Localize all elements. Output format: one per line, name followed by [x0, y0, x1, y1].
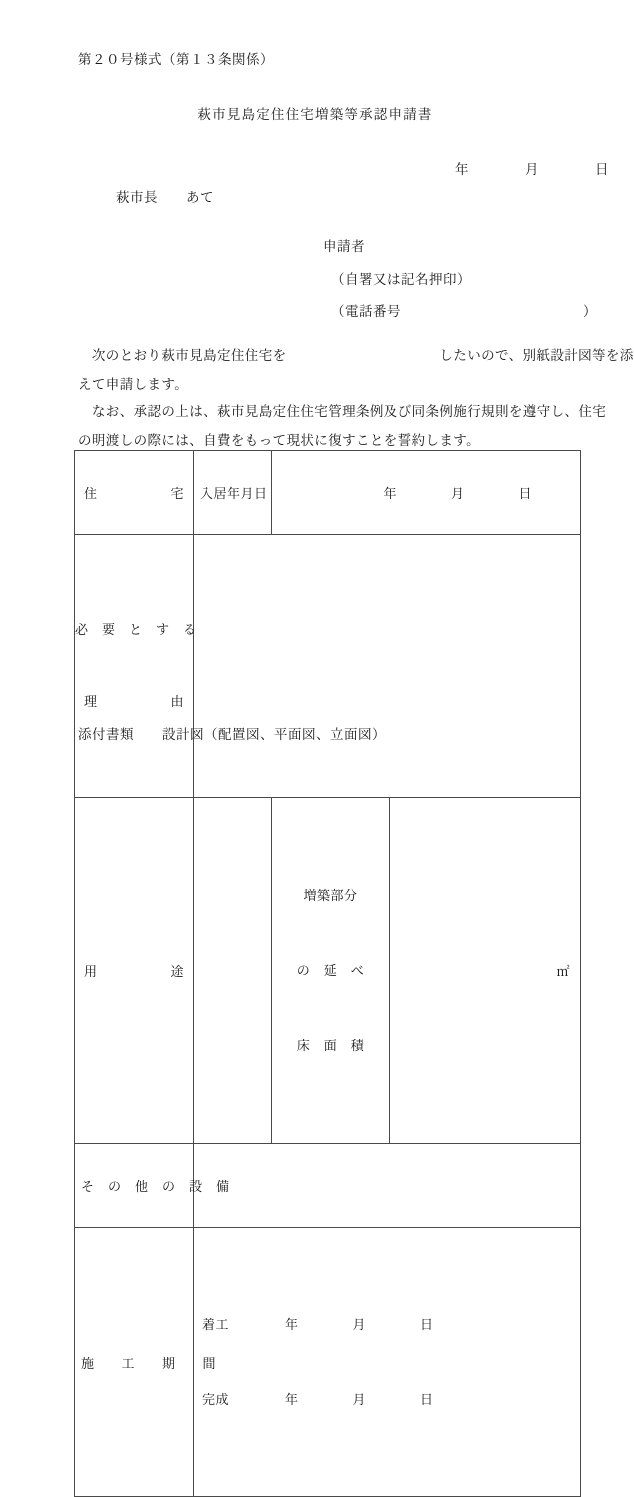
extension-floor-area-unit: ㎡ [556, 964, 571, 979]
form-number: 第２０号様式（第１３条関係） [78, 52, 274, 67]
construction-start-value: 年 月 日 [285, 1317, 434, 1332]
construction-start-label: 着工 [202, 1317, 230, 1332]
extension-floor-area-label-cell [272, 798, 390, 1144]
construction-end-value: 年 月 日 [285, 1392, 434, 1407]
construction-end-label: 完成 [202, 1392, 230, 1407]
row-residence-label-cell [75, 451, 194, 535]
attachment-note: 添付書類 設計図（配置図、平面図、立面図） [78, 727, 386, 742]
row-purpose-label-cell [75, 798, 194, 1144]
table-row [75, 798, 581, 1144]
application-statement-line-2: えて申請します。 [78, 377, 189, 392]
application-statement [78, 341, 634, 399]
extension-floor-area-value-cell[interactable] [390, 798, 581, 1144]
row-residence-label-char-1: 住 [84, 486, 98, 501]
row-other-equipment-value-cell[interactable] [194, 1144, 581, 1228]
page-title: 萩市見島定住住宅増築等承認申請書 [197, 107, 433, 122]
submission-date-line: 年 月 日 [455, 162, 609, 177]
row-residence-sublabel-cell [194, 451, 272, 535]
row-reason-label-char-2: 由 [170, 694, 184, 709]
row-purpose-label-char-1: 用 [84, 964, 98, 979]
applicant-label: 申請者 [323, 239, 365, 254]
applicant-block [323, 235, 597, 333]
row-other-equipment-label: そ の 他 の 設 備 [81, 1179, 230, 1194]
application-form-table [74, 450, 581, 1497]
move-in-date-label: 入居年月日 [200, 486, 268, 501]
row-residence-label-char-2: 宅 [170, 486, 184, 501]
move-in-date-value: 年 月 日 [383, 486, 533, 501]
row-reason-value [232, 658, 248, 673]
row-reason-label-cell [75, 535, 197, 798]
applicant-phone-note: （電話番号 ） [331, 304, 597, 319]
applicant-signature-note: （自署又は記名押印） [331, 271, 471, 287]
move-in-date-value-cell[interactable] [272, 451, 581, 535]
row-construction-period-label: 施 工 期 間 [81, 1355, 217, 1371]
extension-floor-area-label-line-1: 増築部分 [303, 888, 358, 903]
application-statement-line-1: 次のとおり萩市見島定住住宅を したいので、別紙設計図等を添 [78, 348, 634, 363]
row-other-equipment-label-cell [75, 1144, 230, 1228]
extension-floor-area-label-line-3: 床 面 積 [296, 1038, 365, 1053]
table-row [75, 1228, 581, 1497]
row-purpose-label-char-2: 途 [170, 964, 184, 979]
pledge-statement-line-1: なお、承認の上は、萩市見島定住住宅管理条例及び同条例施行規則を遵守し、住宅 [78, 404, 607, 419]
table-row [75, 451, 581, 535]
table-row [75, 535, 581, 798]
construction-start-line [202, 1312, 580, 1337]
row-purpose-value [232, 963, 248, 978]
row-reason-label-char-1: 理 [84, 694, 98, 709]
row-purpose-value-cell[interactable] [194, 798, 272, 1144]
row-other-equipment-value [232, 1178, 248, 1193]
pledge-statement [78, 397, 607, 455]
extension-floor-area-label-line-2: の 延 べ [296, 963, 365, 978]
construction-end-line [202, 1387, 580, 1412]
row-reason-value-cell[interactable] [194, 535, 581, 798]
table-row [75, 1144, 581, 1228]
row-construction-period-value-cell[interactable] [194, 1228, 581, 1497]
pledge-statement-line-2: の明渡しの際には、自費をもって現状に復すことを誓約します。 [78, 433, 481, 448]
row-reason-label-line-1: 必 要 と す る [75, 622, 197, 637]
addressee: 萩市長 あて [116, 190, 214, 205]
